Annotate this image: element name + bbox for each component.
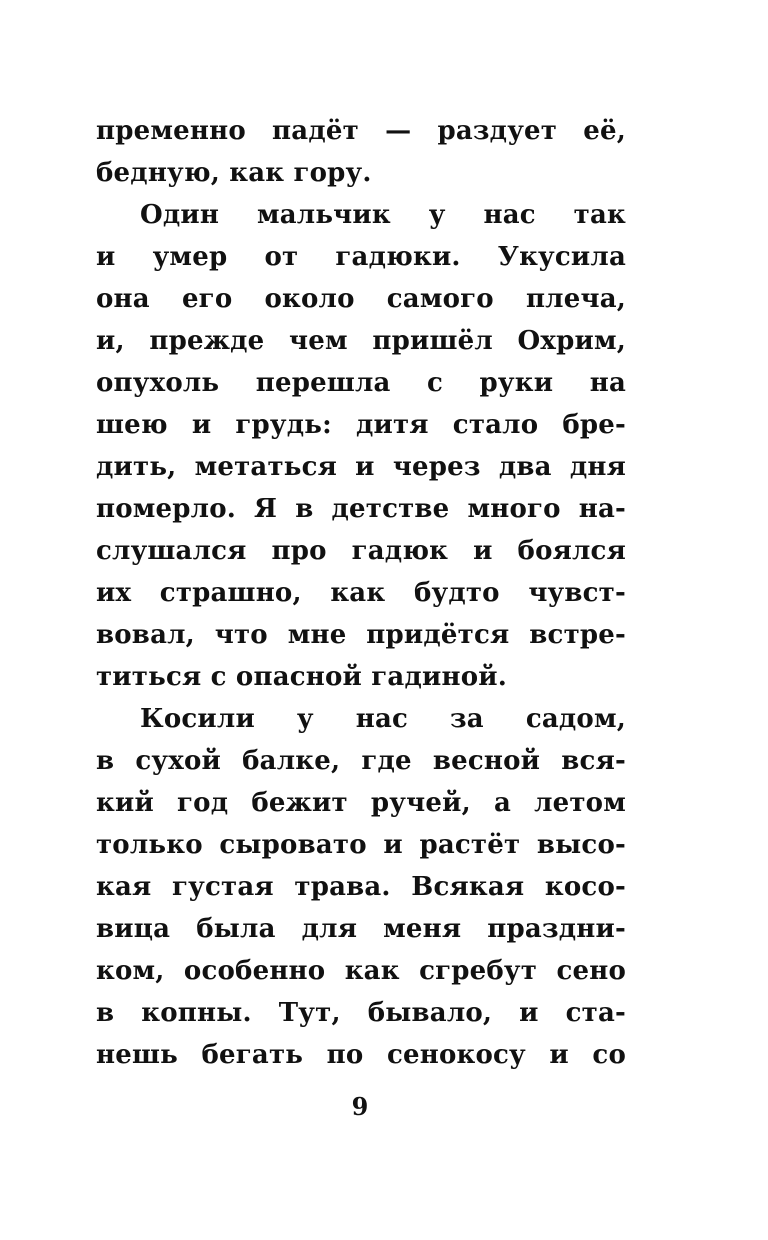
text-line: шею и грудь: дитя стало бре-	[96, 410, 626, 440]
text-line: пременно падёт — раздует её,	[96, 116, 626, 146]
text-line: в сухой балке, где весной вся-	[96, 746, 626, 776]
text-line: слушался про гадюк и боялся	[96, 536, 626, 566]
text-line: кий год бежит ручей, а летом	[96, 788, 626, 818]
page-number: 9	[351, 1092, 369, 1121]
text-line: бедную, как гору.	[96, 158, 372, 188]
text-line: титься с опасной гадиной.	[96, 662, 507, 692]
text-line: и, прежде чем пришёл Охрим,	[96, 326, 626, 356]
body-text	[96, 110, 626, 1076]
text-line: опухоль перешла с руки на	[96, 368, 626, 398]
text-line: нешь бегать по сенокосу и со	[96, 1040, 626, 1070]
text-line: их страшно, как будто чувст-	[96, 578, 626, 608]
text-line: дить, метаться и через два дня	[96, 452, 626, 482]
text-line: она его около самого плеча,	[96, 284, 626, 314]
text-line: Косили у нас за садом,	[140, 704, 626, 734]
paragraph-2	[96, 194, 626, 698]
text-line: ком, особенно как сгребут сено	[96, 956, 626, 986]
text-line: только сыровато и растёт высо-	[96, 830, 626, 860]
paragraph-1	[96, 110, 626, 194]
text-line: вица была для меня праздни-	[96, 914, 626, 944]
text-line: кая густая трава. Всякая косо-	[96, 872, 626, 902]
text-line: померло. Я в детстве много на-	[96, 494, 626, 524]
text-line: и умер от гадюки. Укусила	[96, 242, 626, 272]
paragraph-3	[96, 698, 626, 1076]
text-line: вовал, что мне придётся встре-	[96, 620, 626, 650]
text-line: Один мальчик у нас так	[140, 200, 626, 230]
text-line: в копны. Тут, бывало, и ста-	[96, 998, 626, 1028]
